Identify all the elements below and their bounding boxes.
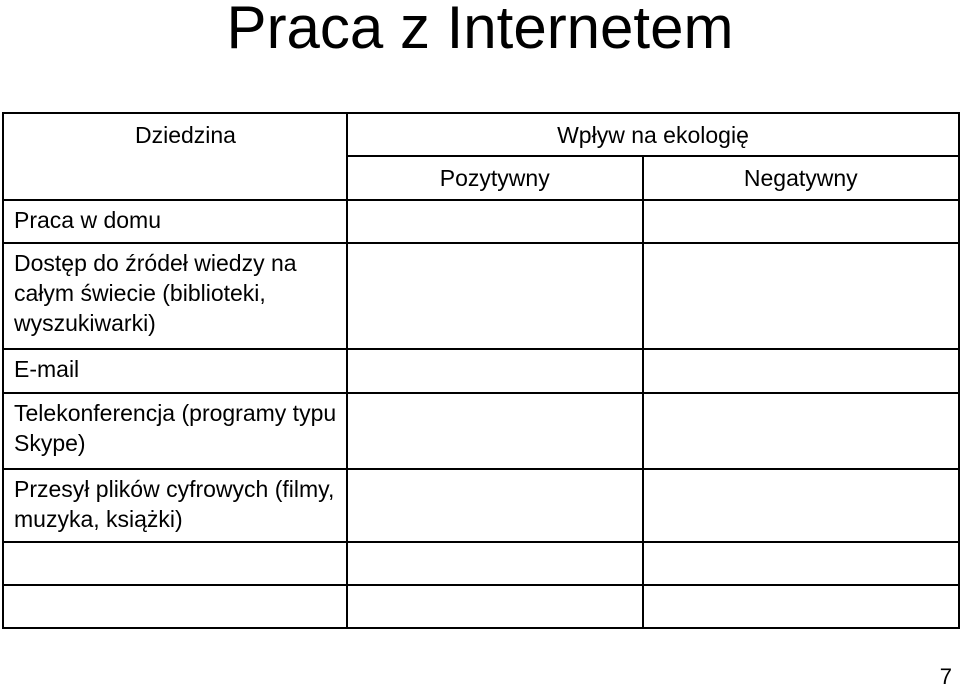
- row-negative-cell: [643, 349, 959, 393]
- row-domain-cell: Przesył plików cyfrowych (filmy, muzyka, książki): [3, 469, 347, 542]
- row-positive-cell: [347, 393, 643, 469]
- row-domain-cell: Dostęp do źródeł wiedzy na całym świecie (biblioteki, wyszukiwarki): [3, 243, 347, 349]
- row-positive-cell: [347, 469, 643, 542]
- row-negative-cell: [643, 469, 959, 542]
- header-negative: [643, 156, 959, 200]
- table-row: [3, 469, 959, 542]
- table-row: [3, 393, 959, 469]
- table-row: [3, 243, 959, 349]
- table-row: [3, 585, 959, 628]
- header-impact: [347, 113, 959, 156]
- row-domain-cell: E-mail: [3, 349, 347, 393]
- table-row: [3, 349, 959, 393]
- row-negative-cell: [643, 243, 959, 349]
- row-domain-cell: [3, 585, 347, 628]
- ecology-impact-table: [2, 112, 960, 629]
- table-row: [3, 200, 959, 243]
- row-positive-cell: [347, 349, 643, 393]
- table-row: [3, 542, 959, 585]
- page-number: 7: [939, 664, 952, 689]
- header-impact-label: Wpływ na ekologię: [557, 122, 749, 148]
- row-negative-cell: [643, 542, 959, 585]
- header-domain: [3, 113, 347, 200]
- header-positive-label: Pozytywny: [439, 165, 550, 191]
- row-domain-cell: Telekonferencja (programy typu Skype): [3, 393, 347, 469]
- row-positive-cell: [347, 585, 643, 628]
- row-negative-cell: [643, 585, 959, 628]
- slide-title: Praca z Internetem: [226, 0, 734, 61]
- row-positive-cell: [347, 243, 643, 349]
- row-negative-cell: [643, 200, 959, 243]
- header-negative-label: Negatywny: [743, 165, 858, 191]
- row-negative-cell: [643, 393, 959, 469]
- row-positive-cell: [347, 200, 643, 243]
- row-domain-cell: [3, 542, 347, 585]
- row-positive-cell: [347, 542, 643, 585]
- row-domain-cell: Praca w domu: [3, 200, 347, 243]
- header-domain-label: Dziedzina: [134, 122, 236, 148]
- header-positive: [347, 156, 643, 200]
